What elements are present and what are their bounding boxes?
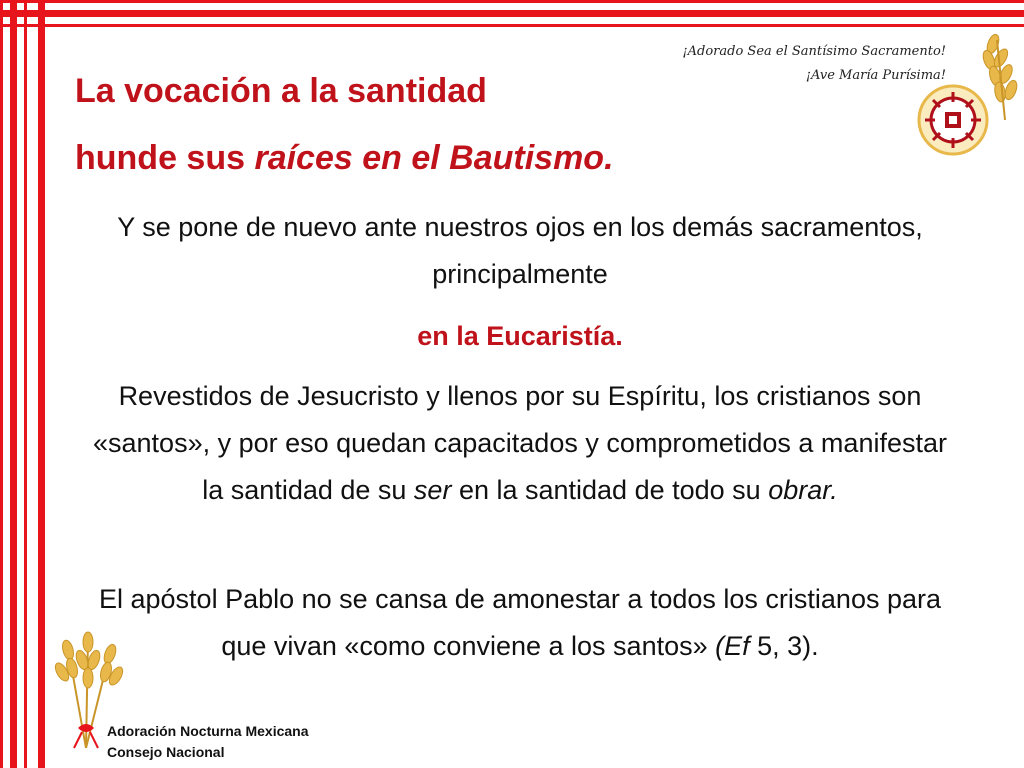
footer-org-name: Adoración Nocturna Mexicana — [107, 723, 309, 739]
paragraph-3-text: Revestidos de Jesucristo y llenos por su Espíritu, los cristianos son «santos», y por eso quedan capacitados y comprometidos a manifestar la santidad de su — [93, 381, 947, 505]
paragraph-eucaristia: en la Eucaristía. — [417, 321, 623, 351]
left-stripe — [0, 0, 3, 768]
title-text: hunde sus — [75, 139, 255, 177]
paragraph-1: Y se pone de nuevo ante nuestros ojos en los demás sacramentos, principalmente — [117, 212, 923, 289]
wheat-emblem-icon — [905, 30, 1020, 160]
top-stripe — [0, 10, 1024, 17]
paragraph-3 — [80, 373, 960, 514]
top-stripe — [0, 24, 1024, 27]
italic-ser: ser — [413, 475, 452, 505]
left-stripe — [38, 0, 45, 768]
paragraph-4 — [80, 576, 960, 670]
left-stripe — [24, 0, 27, 768]
paragraph-4-text: El apóstol Pablo no se cansa de amonestar a todos los cristianos para que vivan «como conviene a los santos» — [99, 584, 941, 661]
header-motto-1: ¡Adorado Sea el Santísimo Sacramento! — [682, 44, 946, 59]
header-motto-2: ¡Ave María Purísima! — [805, 68, 946, 83]
paragraph-3-text-2: en la santidad de todo su — [451, 475, 769, 505]
citation-verse: 5, 3). — [749, 631, 819, 661]
italic-obrar: obrar. — [768, 475, 838, 505]
page-title-line-2 — [75, 139, 614, 178]
left-stripe — [10, 0, 17, 768]
page-title-line-1: La vocación a la santidad — [75, 72, 487, 110]
title-italic-text: raíces en el Bautismo. — [254, 139, 614, 177]
citation-book: (Ef — [715, 631, 750, 661]
top-stripe — [0, 0, 1024, 3]
footer-council: Consejo Nacional — [107, 744, 225, 760]
